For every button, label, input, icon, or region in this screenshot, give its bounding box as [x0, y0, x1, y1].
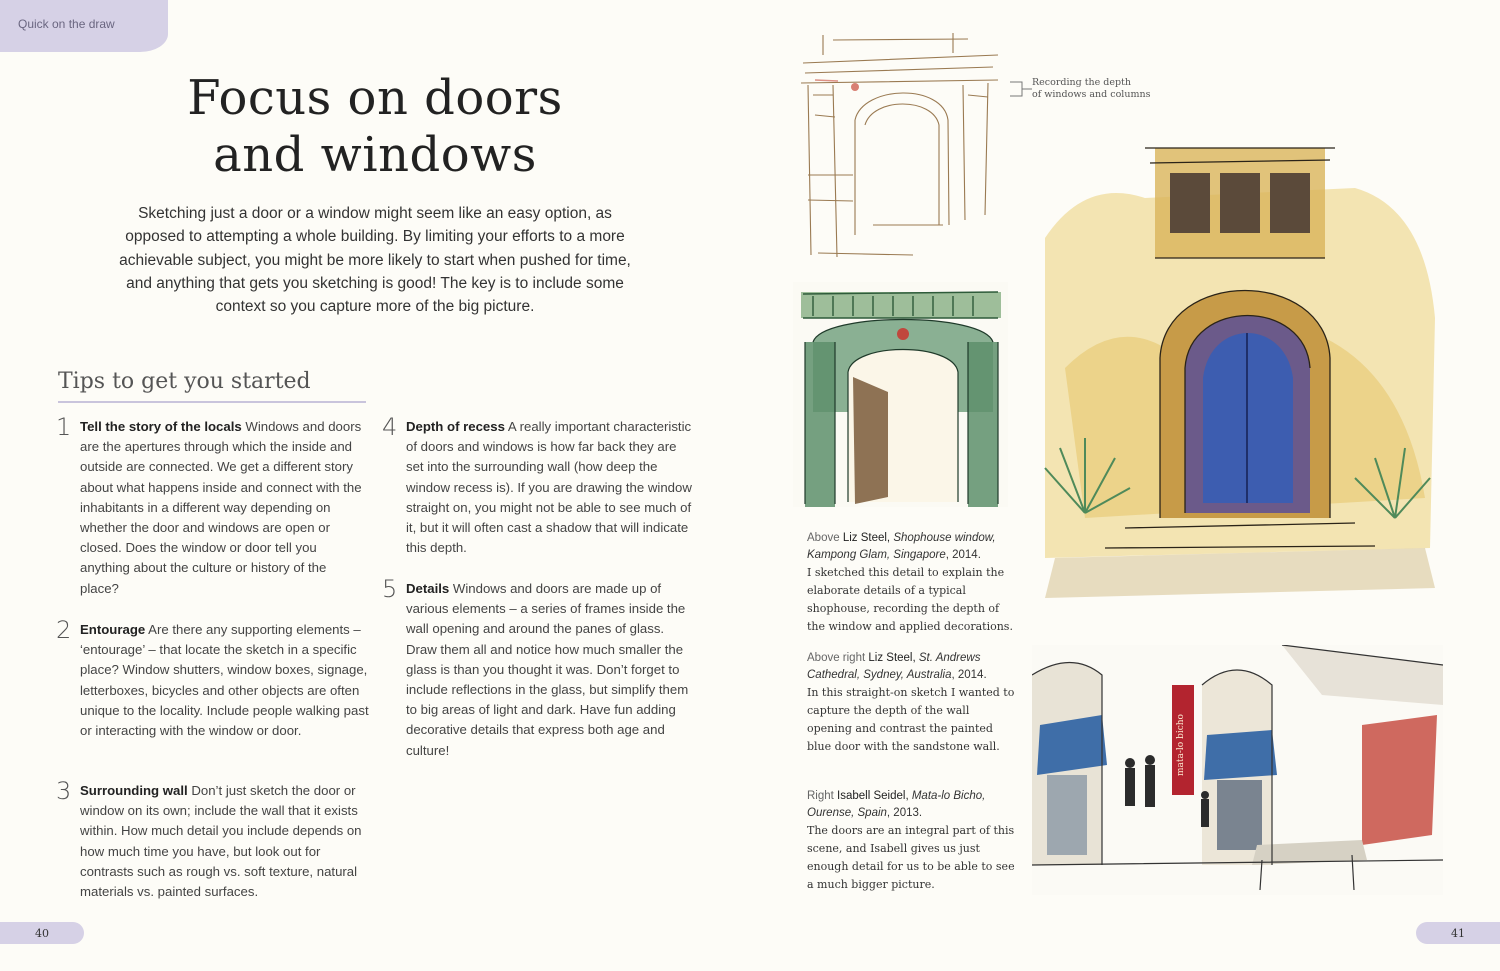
caption-artist: Liz Steel, [868, 652, 919, 664]
title-line-1: Focus on doors [187, 70, 563, 126]
tip-1 [56, 413, 362, 599]
caption-work: Shophouse window, Kampong Glam, Singapore [807, 532, 996, 561]
tip-2 [56, 616, 370, 741]
caption-work: Mata-lo Bicho, Ourense, Spain [807, 790, 986, 819]
tip-3 [56, 777, 370, 902]
caption-body: In this straight-on sketch I wanted to capture the depth of the wall opening and contrast the painted blue door with the sandstone wall. [807, 686, 1015, 753]
tip-5 [382, 575, 696, 761]
running-head-tab [0, 0, 168, 52]
tip-4 [382, 413, 692, 558]
intro-paragraph: Sketching just a door or a window might seem like an easy option, as opposed to attempting a whole building. By limiting your efforts to a more achievable subject, you might be more likely to start when pushed for time, and anything that gets you sketching is good! The key is to include some context so you capture more of the big picture. [119, 205, 631, 316]
blue-door-cathedral-image [1025, 118, 1443, 623]
page-number-left: 40 [0, 922, 84, 944]
caption-year: , 2014. [951, 669, 987, 681]
tip-text: Don’t just sketch the door or window on its own; include the wall that it exists within. How much detail you include depends on how much time you have, but look out for contrasts such as rough vs. soft texture, natural materials vs. painted surfaces. [80, 783, 362, 900]
caption-year: , 2013. [886, 807, 923, 819]
tip-heading: Tell the story of the locals [80, 419, 242, 434]
tip-heading: Entourage [80, 622, 146, 637]
tip-heading: Surrounding wall [80, 783, 188, 798]
caption-above-right [807, 650, 1017, 756]
running-head: Quick on the draw [18, 17, 115, 31]
caption-lead: Above right [807, 652, 869, 664]
caption-above [807, 530, 1017, 636]
caption-right [807, 788, 1017, 894]
caption-year: , 2014. [945, 549, 981, 561]
tip-text: Windows and doors are made up of various elements – a series of frames inside the wall opening and around the panes of glass. Draw them all and notice how much smaller the glass is than you thought it was. Don’t forget to include reflections in the glass, but simplify them to big areas of light and dark. Have fun adding decorative details that express both age and culture! [406, 581, 689, 758]
title-line-2: and windows [213, 127, 537, 183]
tip-number: 2 [56, 616, 72, 644]
page-title [100, 70, 650, 184]
tip-number: 1 [56, 413, 72, 441]
caption-lead: Right [807, 790, 838, 802]
tip-number: 5 [382, 575, 398, 603]
street-sign-text: mata-lo bicho [1176, 714, 1186, 776]
caption-artist: Isabell Seidel, [837, 790, 912, 802]
tip-text: Windows and doors are the apertures through which the inside and outside are connected. We get a different story about what happens inside and connect with the inhabitants in a different way depending on whether the door and windows are open or closed. Does the window or door tell you anything about the culture or history of the place? [80, 419, 362, 596]
caption-artist: Liz Steel, [842, 532, 894, 544]
annotation-line-2: of windows and columns [1032, 89, 1151, 100]
tip-heading: Depth of recess [406, 419, 505, 434]
tip-text: Are there any supporting elements – ‘entourage’ – that locate the sketch in a specific place? Window shutters, window boxes, signage, letterboxes, bicycles and other objects are often unique to the locality. Include people walking past or interacting with the window or door. [80, 622, 369, 739]
tip-number: 4 [382, 413, 398, 441]
caption-lead: Above [807, 532, 843, 544]
tip-number: 3 [56, 777, 72, 805]
tips-divider [58, 401, 366, 403]
tip-text: A really important characteristic of doors and windows is how far back they are set into the surrounding wall (how deep the window recess is). If you are drawing the window straight on, you might not be able to see much of it, but it will often cast a shadow that will indicate this depth. [406, 419, 692, 556]
caption-body: The doors are an integral part of this scene, and Isabell gives us just enough detail for us to be able to see a much bigger picture. [807, 824, 1015, 891]
page-number-right: 41 [1416, 922, 1500, 944]
pencil-sketch-image [793, 25, 1005, 265]
caption-body: I sketched this detail to explain the elaborate details of a typical shophouse, recording the depth of the window and applied decorations. [807, 566, 1013, 633]
tips-heading: Tips to get you started [58, 369, 311, 394]
annotation-line-1: Recording the depth [1032, 77, 1131, 88]
annotation-note [1032, 77, 1150, 101]
shophouse-window-image [793, 282, 1008, 507]
street-scene-image [1032, 645, 1443, 895]
caption-work: St. Andrews Cathedral, Sydney, Australia [807, 652, 981, 681]
tip-heading: Details [406, 581, 450, 596]
